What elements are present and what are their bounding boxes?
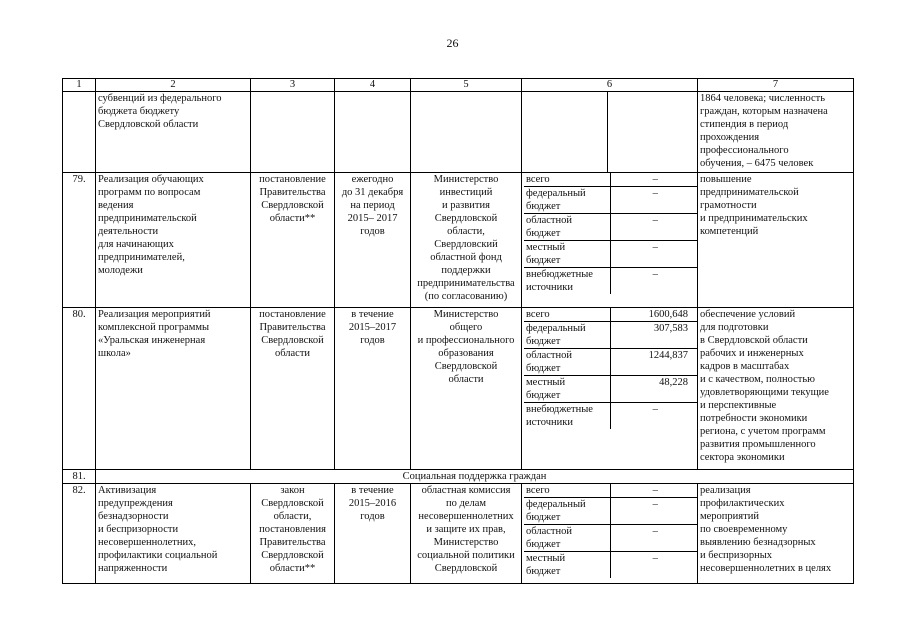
finance-label: местный бюджет [524,241,610,268]
row-number-cell: 79. [63,173,96,308]
header-row [63,79,854,92]
finance-label: всего [524,173,610,187]
finance-row [524,268,698,295]
document-cell [251,92,335,173]
table-row-80 [63,308,854,470]
finance-subtable [524,484,698,578]
finance-value: – [610,552,698,579]
finance-row [524,173,698,187]
finance-label: областной бюджет [524,349,610,376]
finance-row [524,308,698,322]
finance-label: областной бюджет [524,214,610,241]
header-col-5: 5 [411,79,522,92]
document-cell: закон Свердловской области, постановления Правительства Свердловской области** [251,484,335,584]
measure-name-cell: Реализация обучающих программ по вопросам ведения предпринимательской деятельности для начинающих предпринимателей, молодежи [96,173,251,308]
row-number-cell: 81. [63,470,96,484]
finance-label-cell [522,92,608,173]
finance-row [524,484,698,498]
document-cell: постановление Правительства Свердловской области** [251,173,335,308]
term-cell: в течение 2015–2017 годов [335,308,411,470]
section-title: Социальная поддержка граждан [96,470,854,484]
finance-cell [522,484,698,584]
finance-label: всего [524,308,610,322]
finance-label: федеральный бюджет [524,498,610,525]
term-cell [335,92,411,173]
finance-cell [522,308,698,470]
header-col-3: 3 [251,79,335,92]
finance-value: – [610,268,698,295]
page-number: 26 [446,36,459,50]
finance-row [524,241,698,268]
row-number-cell: 80. [63,308,96,470]
table-row-81 [63,470,854,484]
finance-row [524,187,698,214]
finance-row [524,525,698,552]
header-col-1: 1 [63,79,96,92]
finance-value: 1244,837 [610,349,698,376]
finance-row [524,376,698,403]
executor-cell: областная комиссия по делам несовершеннолетних и защите их прав, Министерство социальной политики Свердловской [411,484,522,584]
finance-value: 48,228 [610,376,698,403]
header-col-2: 2 [96,79,251,92]
table-row-79 [63,173,854,308]
row-number-cell [63,92,96,173]
finance-value: – [610,214,698,241]
finance-row [524,322,698,349]
finance-value: – [610,484,698,498]
finance-value: – [610,525,698,552]
finance-label: всего [524,484,610,498]
finance-subtable [524,173,698,294]
finance-label: федеральный бюджет [524,322,610,349]
table-row-continuation [63,92,854,173]
finance-subtable [524,308,698,429]
finance-row [524,498,698,525]
finance-label: внебюджетные источники [526,269,593,293]
header-col-4: 4 [335,79,411,92]
document-cell: постановление Правительства Свердловской области [251,308,335,470]
result-cell: обеспечение условий для подготовки в Свердловской области рабочих и инженерных кадров в масштабах и с качеством, полностью удовлетворяющими текущие и перспективные потребности экономики региона, с учетом программ развития промышленного сектора экономики [698,308,854,470]
header-col-6: 6 [522,79,698,92]
finance-row [524,552,698,579]
finance-row [524,403,698,430]
measure-name-cell: субвенций из федерального бюджета бюджету Свердловской области [96,92,251,173]
executor-cell: Министерство инвестиций и развития Свердловской области, Свердловский областной фонд поддержки предпринимательства (по согласованию) [411,173,522,308]
result-cell: повышение предпринимательской грамотности и предпринимательских компетенций [698,173,854,308]
executor-cell: Министерство общего и профессионального образования Свердловской области [411,308,522,470]
measure-name-cell: Активизация предупреждения безнадзорности и беспризорности несовершеннолетних, профилактики социальной напряженности [96,484,251,584]
finance-row [524,349,698,376]
measure-name-cell: Реализация мероприятий комплексной программы «Уральская инженерная школа» [96,308,251,470]
finance-value: – [610,241,698,268]
finance-label: областной бюджет [524,525,610,552]
finance-value: – [610,403,698,430]
row-number-cell: 82. [63,484,96,584]
term-cell: ежегодно до 31 декабря на период 2015– 2017 годов [335,173,411,308]
result-cell: реализация профилактических мероприятий по своевременному выявлению безнадзорных и беспризорных несовершеннолетних в целях [698,484,854,584]
finance-value: – [610,173,698,187]
finance-label: внебюджетные источники [526,404,593,428]
finance-value: – [610,187,698,214]
finance-label: местный бюджет [524,376,610,403]
table-row-82 [63,484,854,584]
finance-value-cell [608,92,698,173]
finance-cell [522,173,698,308]
term-cell: в течение 2015–2016 годов [335,484,411,584]
executor-cell [411,92,522,173]
finance-label: местный бюджет [526,553,566,577]
measures-table [62,78,854,584]
finance-value: 1600,648 [610,308,698,322]
finance-row [524,214,698,241]
header-col-7: 7 [698,79,854,92]
finance-value: 307,583 [610,322,698,349]
result-cell: 1864 человека; численность граждан, которым назначена стипендия в период прохождения профессионального обучения, – 6475 человек [698,92,854,173]
finance-value: – [610,498,698,525]
finance-label: федеральный бюджет [524,187,610,214]
